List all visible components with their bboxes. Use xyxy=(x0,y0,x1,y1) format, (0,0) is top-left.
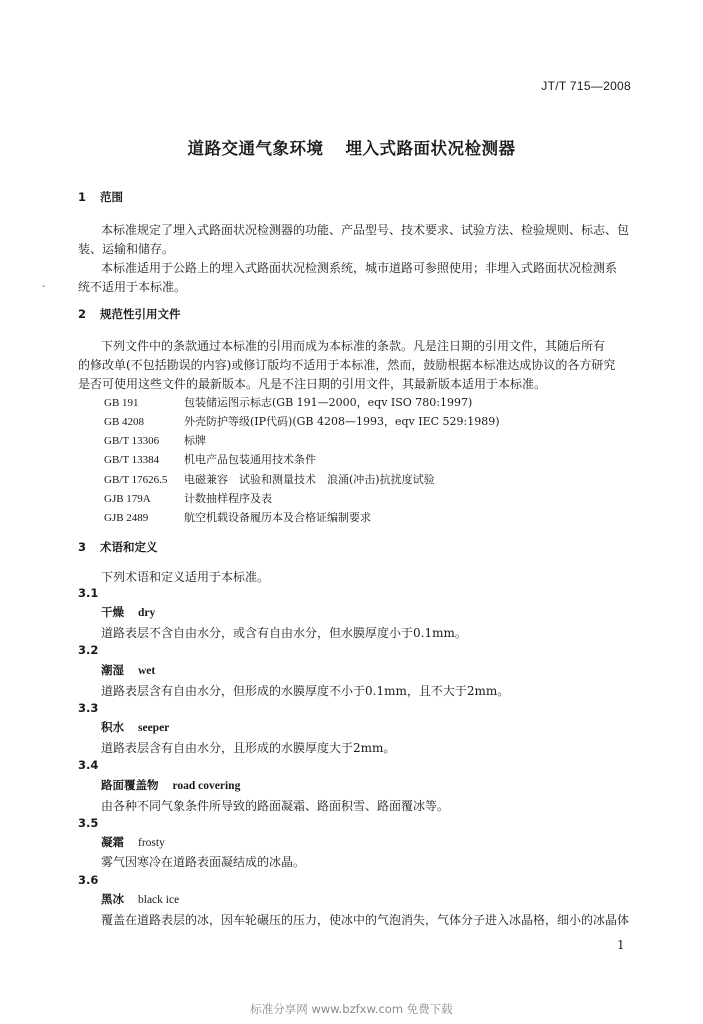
term-en: seeper xyxy=(138,722,170,734)
reference-title: 电磁兼容 试验和测量技术 浪涌(冲击)抗扰度试验 xyxy=(184,473,435,486)
term-zh: 黑冰 xyxy=(101,892,124,906)
title-part-2: 埋入式路面状况检测器 xyxy=(345,139,516,158)
term-label xyxy=(101,777,240,793)
term-number: 3.1 xyxy=(78,586,99,600)
reference-item xyxy=(104,451,316,467)
term-zh: 路面覆盖物 xyxy=(101,778,159,792)
term-label xyxy=(101,662,155,678)
watermark-footer: 标准分享网 www.bzfxw.com 免费下载 xyxy=(250,1002,453,1016)
term-definition: 道路表层不含自由水分，或含有自由水分，但水膜厚度小于0.1mm。 xyxy=(101,626,467,640)
reference-code: GB 4208 xyxy=(104,416,145,428)
term-number: 3.3 xyxy=(78,701,99,715)
term-definition: 由各种不同气象条件所导致的路面凝霜、路面积雪、路面覆冰等。 xyxy=(101,799,450,813)
section-2-heading xyxy=(78,306,181,322)
reference-title: 计数抽样程序及表 xyxy=(184,492,272,505)
section-2-title: 规范性引用文件 xyxy=(100,307,181,321)
terms-intro: 下列术语和定义适用于本标准。 xyxy=(101,570,270,584)
references-para-line-2: 的修改单(不包括勘误的内容)或修订版均不适用于本标准，然而，鼓励根据本标准达成协议的各方研究 xyxy=(78,358,616,372)
term-en: road covering xyxy=(172,780,241,792)
reference-code: GB/T 17626.5 xyxy=(104,474,168,486)
term-number: 3.4 xyxy=(78,758,99,772)
term-zh: 凝霜 xyxy=(101,835,124,849)
scope-para-2-line-1: 本标准适用于公路上的埋入式路面状况检测系统，城市道路可参照使用；非埋入式路面状况检测系 xyxy=(101,261,618,275)
reference-code: GB/T 13306 xyxy=(104,435,160,447)
term-zh: 干燥 xyxy=(101,605,124,619)
section-3-number: 3 xyxy=(78,540,87,554)
term-zh: 积水 xyxy=(101,720,124,734)
reference-title: 航空机载设备履历本及合格证编制要求 xyxy=(184,511,371,524)
reference-item xyxy=(104,413,500,429)
reference-title: 外壳防护等级(IP代码)(GB 4208—1993，eqv IEC 529:1989) xyxy=(184,415,500,428)
section-3-heading xyxy=(78,539,158,555)
section-1-heading xyxy=(78,189,123,205)
term-en: black ice xyxy=(138,894,180,906)
reference-item xyxy=(104,471,435,487)
scope-para-1-line-2: 装、运输和储存。 xyxy=(78,242,175,256)
reference-item xyxy=(104,394,472,410)
references-para-line-3: 是否可使用这些文件的最新版本。凡是不注日期的引用文件，其最新版本适用于本标准。 xyxy=(78,377,547,391)
term-number: 3.5 xyxy=(78,816,99,830)
term-definition: 道路表层含有自由水分，但形成的水膜厚度不小于0.1mm，且不大于2mm。 xyxy=(101,684,510,698)
reference-title: 标牌 xyxy=(184,434,206,447)
section-3-title: 术语和定义 xyxy=(100,540,158,554)
document-id: JT/T 715—2008 xyxy=(541,79,631,93)
term-definition: 道路表层含有自由水分，且形成的水膜厚度大于2mm。 xyxy=(101,741,396,755)
reference-item xyxy=(104,490,272,506)
reference-title: 包装储运图示标志(GB 191—2000，eqv ISO 780:1997) xyxy=(184,396,473,409)
scope-para-1-line-1: 本标准规定了埋入式路面状况检测器的功能、产品型号、技术要求、试验方法、检验规则、标志、包 xyxy=(101,223,630,237)
margin-mark: - xyxy=(42,281,46,292)
term-zh: 潮湿 xyxy=(101,663,124,677)
scope-para-2-line-2: 统不适用于本标准。 xyxy=(78,280,187,294)
reference-code: GB/T 13384 xyxy=(104,454,160,466)
reference-title: 机电产品包装通用技术条件 xyxy=(184,453,316,466)
section-1-title: 范围 xyxy=(100,190,123,204)
page-title xyxy=(0,135,703,159)
term-label xyxy=(101,719,169,735)
section-2-number: 2 xyxy=(78,307,87,321)
term-en: wet xyxy=(138,665,156,677)
term-label xyxy=(101,891,179,907)
term-en: frosty xyxy=(138,837,165,849)
reference-code: GB 191 xyxy=(104,397,139,409)
reference-item xyxy=(104,509,371,525)
reference-item xyxy=(104,432,206,448)
section-1-number: 1 xyxy=(78,190,87,204)
title-part-1: 道路交通气象环境 xyxy=(187,139,324,158)
references-para-line-1: 下列文件中的条款通过本标准的引用而成为本标准的条款。凡是注日期的引用文件，其随后所有 xyxy=(101,339,606,353)
reference-code: GJB 179A xyxy=(104,493,151,505)
page-number: 1 xyxy=(617,938,625,952)
term-en: dry xyxy=(138,607,156,619)
term-number: 3.6 xyxy=(78,873,99,887)
term-definition: 覆盖在道路表层的冰，因车轮碾压的压力，使冰中的气泡消失，气体分子进入冰晶格，细小的冰晶体 xyxy=(101,913,630,927)
term-label xyxy=(101,604,155,620)
term-label xyxy=(101,834,165,850)
term-definition: 雾气因寒冷在道路表面凝结成的冰晶。 xyxy=(101,855,306,869)
reference-code: GJB 2489 xyxy=(104,512,149,524)
term-number: 3.2 xyxy=(78,643,99,657)
